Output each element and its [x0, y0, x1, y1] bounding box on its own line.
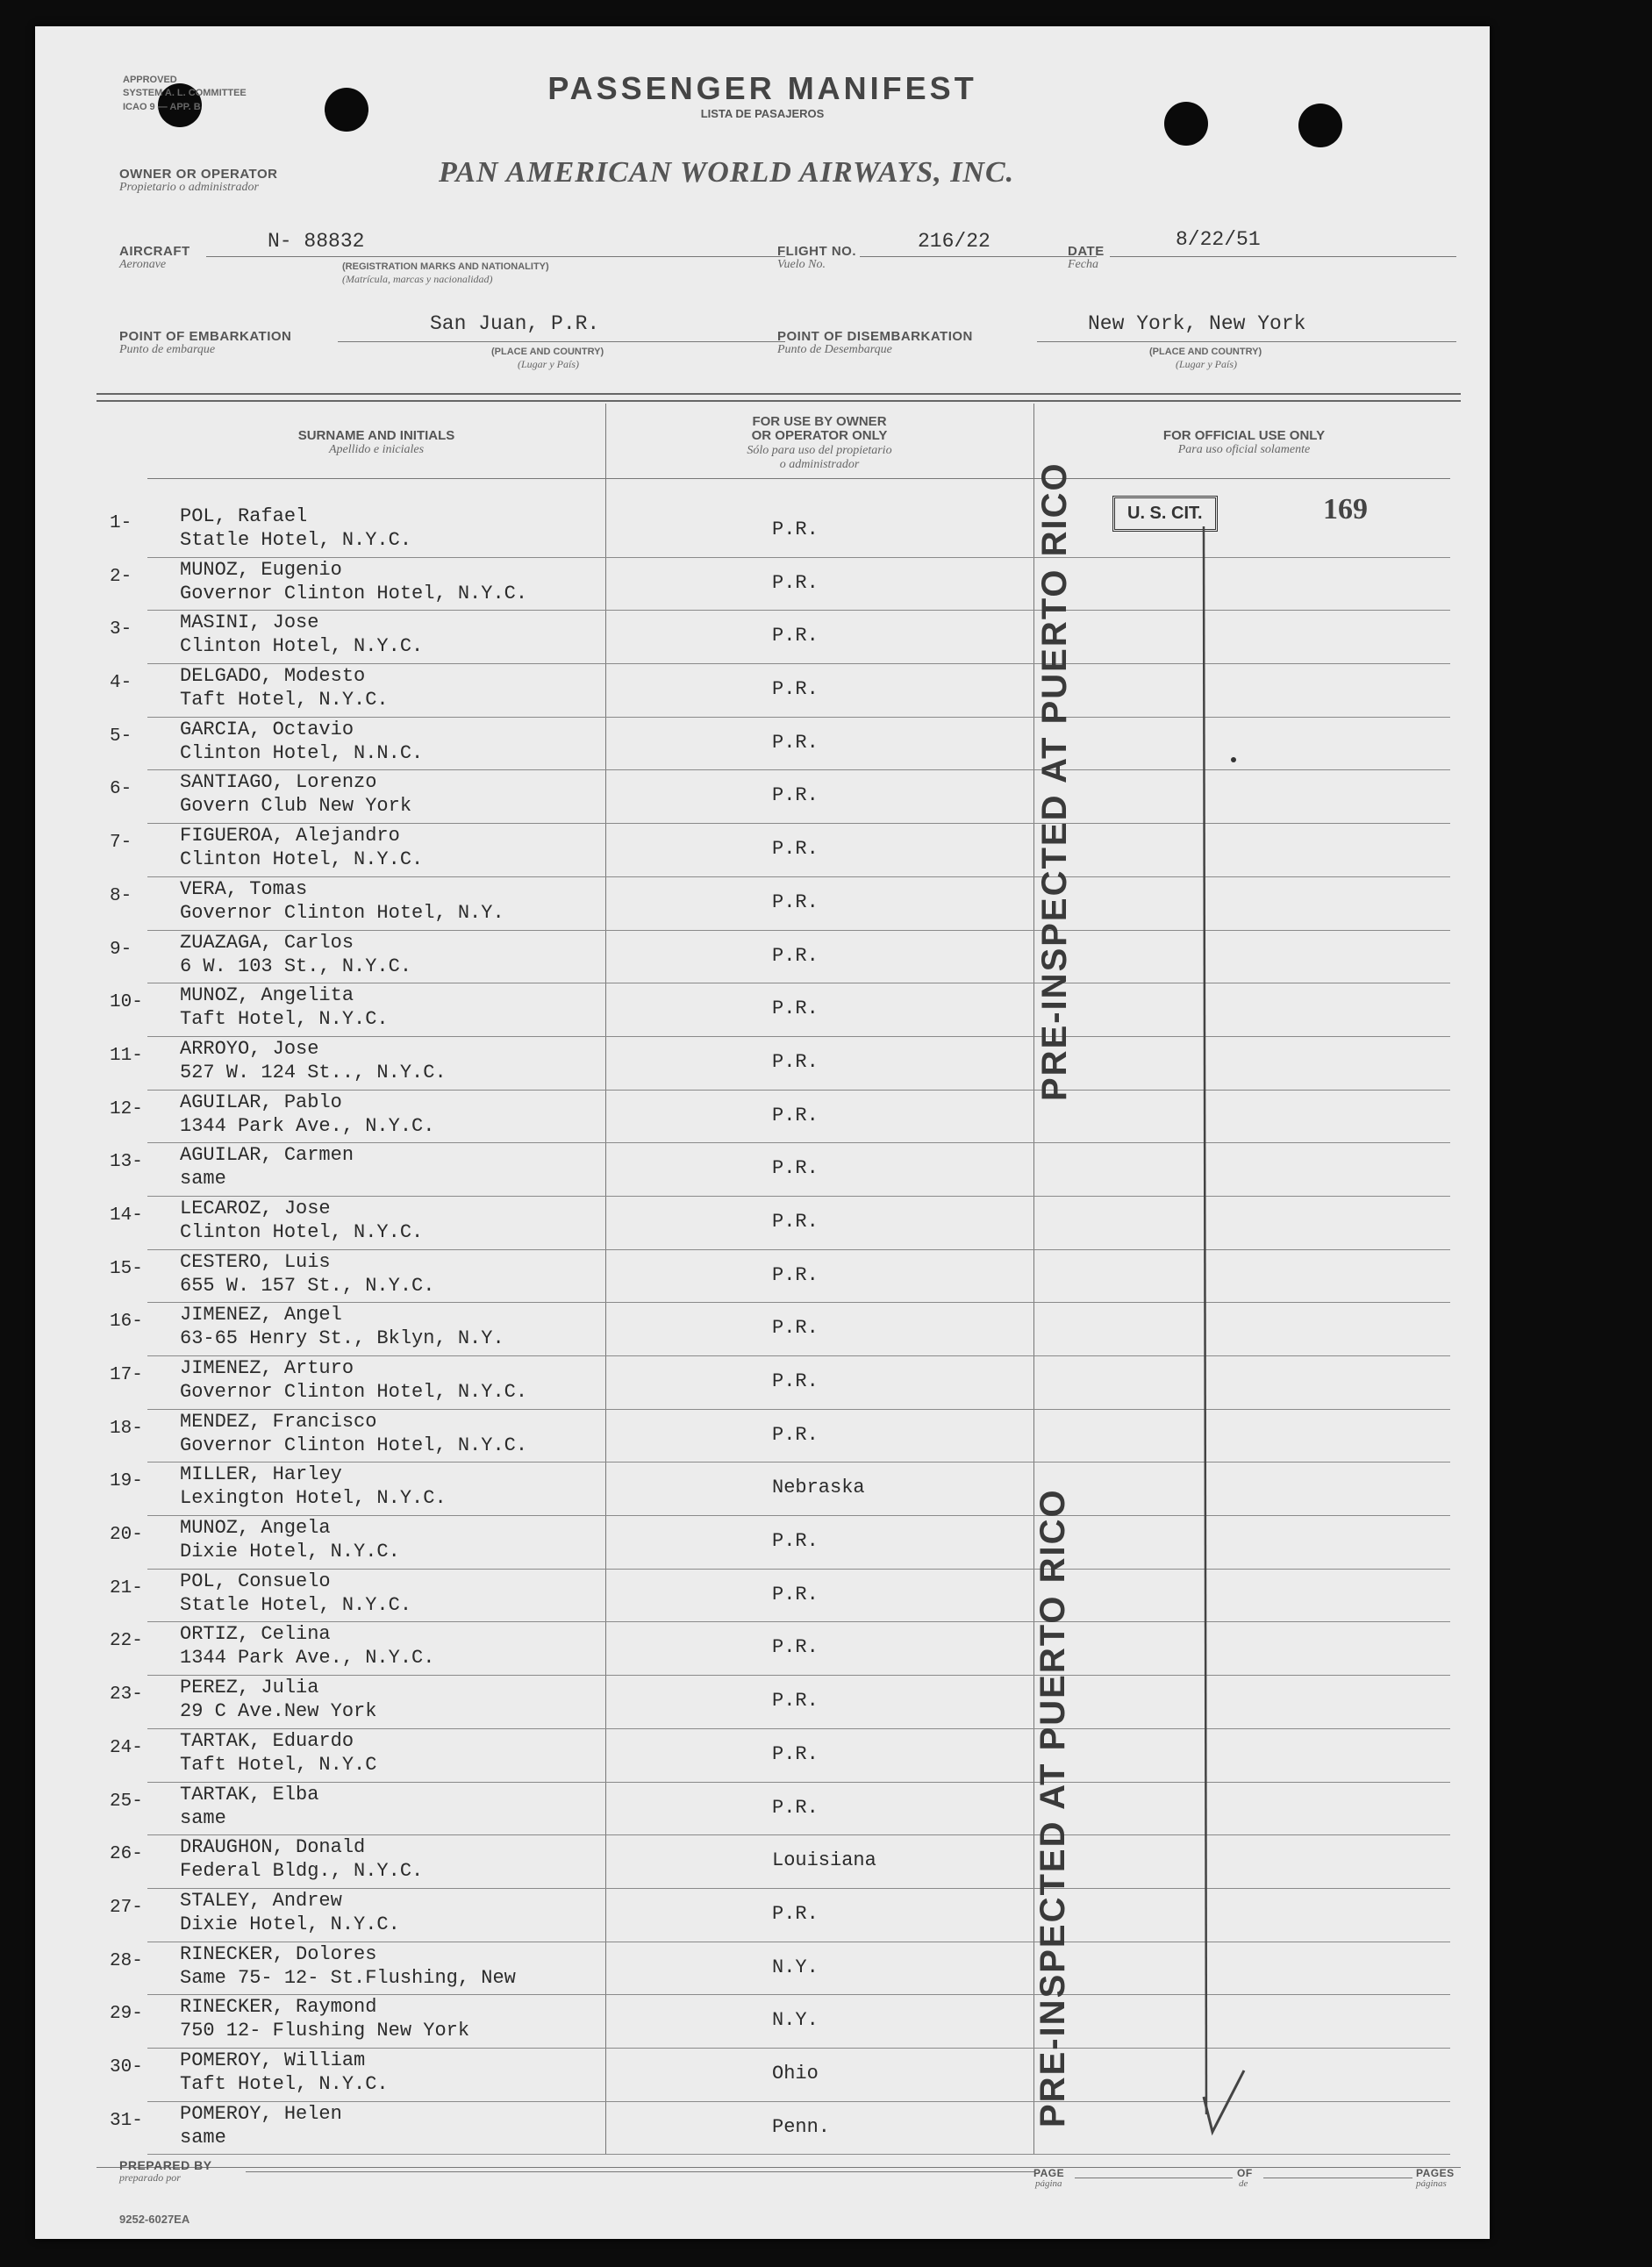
passenger-number: 9-	[110, 939, 132, 960]
citizenship-stamp-text: U. S. CIT.	[1127, 504, 1203, 523]
passenger-row	[35, 1729, 1490, 1783]
passenger-status: P.R.	[772, 571, 819, 594]
date-label: DATE	[1068, 244, 1105, 259]
passenger-row	[35, 877, 1490, 931]
passenger-row	[35, 1835, 1490, 1889]
passenger-row	[35, 2102, 1490, 2156]
passenger-number: 5-	[110, 726, 132, 747]
passenger-address: 29 C Ave.New York	[180, 1700, 377, 1723]
passenger-address: Dixie Hotel, N.Y.C.	[180, 1541, 400, 1563]
passenger-name: DRAUGHON, Donald	[180, 1836, 366, 1859]
passenger-status: P.R.	[772, 1530, 819, 1553]
passenger-row	[35, 1676, 1490, 1729]
passenger-list	[35, 504, 1490, 2155]
passenger-status: P.R.	[772, 1050, 819, 1073]
passenger-row	[35, 1303, 1490, 1356]
passenger-name: POMEROY, Helen	[180, 2102, 342, 2125]
passenger-name: TARTAK, Eduardo	[180, 1729, 354, 1752]
passenger-address: Taft Hotel, N.Y.C	[180, 1753, 377, 1776]
tally-line-icon	[1158, 526, 1263, 2158]
passenger-name: DELGADO, Modesto	[180, 665, 366, 688]
passenger-name: POL, Rafael	[180, 505, 308, 527]
passenger-number: 7-	[110, 833, 132, 854]
passenger-name: CESTERO, Luis	[180, 1250, 331, 1273]
passenger-name: TARTAK, Elba	[180, 1783, 319, 1806]
passenger-row	[35, 1462, 1490, 1516]
passenger-row	[35, 770, 1490, 824]
passenger-address: Same 75- 12- St.Flushing, New	[180, 1966, 516, 1989]
passenger-number: 1-	[110, 513, 132, 533]
passenger-address: 527 W. 124 St.., N.Y.C.	[180, 1061, 447, 1083]
passenger-row	[35, 1197, 1490, 1250]
place-note: (PLACE AND COUNTRY)	[491, 347, 604, 357]
column-header-owner-use-es: Sólo para uso del propietario	[747, 444, 892, 457]
passenger-number: 2-	[110, 566, 132, 587]
passenger-address: 750 12- Flushing New York	[180, 2020, 470, 2042]
column-header-official: FOR OFFICIAL USE ONLY	[1162, 428, 1326, 443]
passenger-status: P.R.	[772, 731, 819, 754]
passenger-status: P.R.	[772, 518, 819, 540]
passenger-status: P.R.	[772, 1263, 819, 1286]
passenger-address: 1344 Park Ave., N.Y.C.	[180, 1647, 435, 1670]
passenger-status: Louisiana	[772, 1849, 876, 1872]
passenger-row	[35, 1356, 1490, 1410]
passenger-name: POL, Consuelo	[180, 1570, 331, 1592]
flight-value: 216/22	[918, 230, 990, 253]
embarkation-label-es: Punto de embarque	[119, 343, 216, 356]
passenger-address: Govern Club New York	[180, 795, 412, 818]
passenger-number: 11-	[110, 1045, 143, 1066]
passenger-number: 17-	[110, 1365, 143, 1385]
passenger-status: P.R.	[772, 890, 819, 913]
passenger-number: 8-	[110, 885, 132, 906]
citizen-count: 169	[1323, 493, 1368, 526]
passenger-name: AGUILAR, Carmen	[180, 1144, 354, 1167]
passenger-number: 13-	[110, 1152, 143, 1173]
passenger-status: P.R.	[772, 1157, 819, 1180]
of-label-es: de	[1239, 2178, 1248, 2189]
place-note-es: (Lugar y País)	[1176, 358, 1237, 370]
passenger-status: Ohio	[772, 2062, 819, 2085]
passenger-status: P.R.	[772, 838, 819, 861]
passenger-name: MENDEZ, Francisco	[180, 1410, 377, 1433]
passenger-number: 6-	[110, 779, 132, 800]
passenger-number: 22-	[110, 1631, 143, 1652]
registration-note-es: (Matrícula, marcas y nacionalidad)	[342, 273, 493, 285]
passenger-address: Clinton Hotel, N.Y.C.	[180, 848, 424, 871]
passenger-row	[35, 504, 1490, 558]
passenger-name: PEREZ, Julia	[180, 1677, 319, 1699]
date-label-es: Fecha	[1068, 258, 1098, 271]
column-header-surname: SURNAME AND INITIALS	[297, 428, 455, 443]
passenger-row	[35, 1516, 1490, 1570]
column-header-owner-use: OR OPERATOR ONLY	[751, 428, 888, 443]
passenger-row	[35, 1091, 1490, 1144]
passenger-status: P.R.	[772, 1104, 819, 1126]
date-value: 8/22/51	[1176, 228, 1261, 251]
passenger-number: 19-	[110, 1471, 143, 1492]
passenger-number: 26-	[110, 1844, 143, 1865]
passenger-name: ZUAZAGA, Carlos	[180, 931, 354, 954]
passenger-number: 16-	[110, 1312, 143, 1333]
passenger-address: Taft Hotel, N.Y.C.	[180, 689, 389, 712]
passenger-status: P.R.	[772, 1210, 819, 1233]
passenger-status: P.R.	[772, 1690, 819, 1713]
passenger-address: 655 W. 157 St., N.Y.C.	[180, 1274, 435, 1297]
place-note: (PLACE AND COUNTRY)	[1149, 347, 1262, 357]
passenger-row	[35, 611, 1490, 664]
column-header-owner-use-es: o administrador	[779, 458, 860, 471]
passenger-number: 25-	[110, 1791, 143, 1812]
approval-line: APPROVED	[123, 75, 177, 85]
passenger-number: 21-	[110, 1577, 143, 1598]
pages-label-es: páginas	[1416, 2178, 1447, 2189]
passenger-name: JIMENEZ, Arturo	[180, 1357, 354, 1379]
passenger-number: 28-	[110, 1950, 143, 1971]
embarkation-label: POINT OF EMBARKATION	[119, 329, 292, 344]
form-number: 9252-6027EA	[119, 2213, 190, 2226]
passenger-number: 23-	[110, 1684, 143, 1706]
passenger-name: VERA, Tomas	[180, 877, 308, 900]
passenger-number: 20-	[110, 1525, 143, 1546]
passenger-status: P.R.	[772, 1317, 819, 1340]
passenger-name: ARROYO, Jose	[180, 1037, 319, 1060]
embarkation-value: San Juan, P.R.	[430, 312, 600, 335]
owner-label-es: Propietario o administrador	[119, 181, 259, 194]
passenger-number: 27-	[110, 1897, 143, 1918]
passenger-name: LECAROZ, Jose	[180, 1197, 331, 1219]
passenger-address: same	[180, 2126, 226, 2149]
passenger-address: same	[180, 1168, 226, 1191]
aircraft-label-es: Aeronave	[119, 258, 167, 271]
passenger-address: Clinton Hotel, N.N.C.	[180, 741, 424, 764]
passenger-name: JIMENEZ, Angel	[180, 1304, 342, 1327]
passenger-name: MILLER, Harley	[180, 1463, 342, 1486]
passenger-name: AGUILAR, Pablo	[180, 1091, 342, 1113]
page-label: PAGE	[1033, 2167, 1065, 2179]
pre-inspected-stamp: PRE-INSPECTED AT PUERTO RICO	[1033, 1488, 1072, 2128]
passenger-status: N.Y.	[772, 2009, 819, 2032]
passenger-address: 63-65 Henry St., Bklyn, N.Y.	[180, 1327, 504, 1350]
passenger-address: Governor Clinton Hotel, N.Y.C.	[180, 1434, 528, 1456]
passenger-number: 10-	[110, 992, 143, 1013]
passenger-row	[35, 2049, 1490, 2102]
aircraft-value: N- 88832	[268, 230, 365, 253]
passenger-row	[35, 558, 1490, 611]
passenger-status: P.R.	[772, 1742, 819, 1765]
passenger-status: P.R.	[772, 678, 819, 701]
passenger-status: P.R.	[772, 1583, 819, 1605]
passenger-number: 4-	[110, 673, 132, 694]
passenger-number: 15-	[110, 1258, 143, 1279]
pre-inspected-stamp: PRE-INSPECTED AT PUERTO RICO	[1035, 461, 1074, 1101]
passenger-address: Dixie Hotel, N.Y.C.	[180, 1913, 400, 1935]
pages-label: PAGES	[1416, 2167, 1455, 2179]
passenger-row	[35, 1995, 1490, 2049]
passenger-row	[35, 983, 1490, 1037]
flight-label-es: Vuelo No.	[777, 258, 826, 271]
passenger-row	[35, 1889, 1490, 1942]
passenger-address: 6 W. 103 St., N.Y.C.	[180, 955, 412, 977]
passenger-status: P.R.	[772, 1636, 819, 1659]
page-title-es: LISTA DE PASAJEROS	[700, 107, 825, 120]
place-note-es: (Lugar y País)	[518, 358, 579, 370]
passenger-row	[35, 1143, 1490, 1197]
passenger-status: P.R.	[772, 1796, 819, 1819]
passenger-name: RINECKER, Dolores	[180, 1942, 377, 1965]
passenger-name: SANTIAGO, Lorenzo	[180, 771, 377, 794]
owner-label: OWNER OR OPERATOR	[119, 167, 278, 182]
passenger-status: P.R.	[772, 1370, 819, 1392]
passenger-number: 30-	[110, 2056, 143, 2077]
page-label-es: página	[1035, 2178, 1062, 2189]
prepared-by-label: PREPARED BY	[119, 2158, 212, 2172]
passenger-address: 1344 Park Ave., N.Y.C.	[180, 1114, 435, 1137]
passenger-status: P.R.	[772, 784, 819, 807]
passenger-address: Taft Hotel, N.Y.C.	[180, 1008, 389, 1031]
passenger-address: Taft Hotel, N.Y.C.	[180, 2072, 389, 2095]
passenger-name: MUNOZ, Angelita	[180, 984, 354, 1007]
approval-line: SYSTEM A. L. COMMITTEE	[123, 88, 247, 98]
passenger-name: RINECKER, Raymond	[180, 1996, 377, 2019]
flight-label: FLIGHT NO.	[777, 244, 856, 259]
registration-note: (REGISTRATION MARKS AND NATIONALITY)	[342, 261, 549, 272]
passenger-name: MUNOZ, Eugenio	[180, 558, 342, 581]
passenger-status: N.Y.	[772, 1956, 819, 1978]
passenger-row	[35, 1037, 1490, 1091]
passenger-status: P.R.	[772, 1423, 819, 1446]
passenger-row	[35, 1622, 1490, 1676]
passenger-row	[35, 931, 1490, 984]
approval-line: ICAO 9 — APP. B	[123, 102, 201, 112]
passenger-status: Nebraska	[772, 1477, 865, 1499]
passenger-name: MUNOZ, Angela	[180, 1517, 331, 1540]
prepared-by-label-es: preparado por	[119, 2171, 181, 2184]
of-label: OF	[1237, 2167, 1253, 2179]
passenger-row	[35, 1783, 1490, 1836]
passenger-row	[35, 824, 1490, 877]
passenger-name: POMEROY, William	[180, 2049, 366, 2071]
passenger-name: FIGUEROA, Alejandro	[180, 825, 400, 847]
manifest-sheet	[35, 26, 1490, 2239]
passenger-row	[35, 1410, 1490, 1463]
passenger-address: Clinton Hotel, N.Y.C.	[180, 635, 424, 658]
passenger-number: 29-	[110, 2004, 143, 2025]
passenger-number: 18-	[110, 1418, 143, 1439]
passenger-row	[35, 1570, 1490, 1623]
passenger-row	[35, 1250, 1490, 1304]
passenger-name: GARCIA, Octavio	[180, 718, 354, 740]
passenger-number: 14-	[110, 1205, 143, 1226]
page-title: PASSENGER MANIFEST	[547, 70, 977, 106]
passenger-address: Clinton Hotel, N.Y.C.	[180, 1220, 424, 1243]
passenger-address: Statle Hotel, N.Y.C.	[180, 1593, 412, 1616]
passenger-status: P.R.	[772, 625, 819, 647]
passenger-row	[35, 664, 1490, 718]
passenger-name: STALEY, Andrew	[180, 1889, 342, 1912]
passenger-name: ORTIZ, Celina	[180, 1623, 331, 1646]
passenger-address: Lexington Hotel, N.Y.C.	[180, 1487, 447, 1510]
column-header-surname-es: Apellido e iniciales	[328, 443, 425, 456]
passenger-status: P.R.	[772, 1902, 819, 1925]
passenger-number: 12-	[110, 1098, 143, 1119]
passenger-address: Governor Clinton Hotel, N.Y.C.	[180, 582, 528, 604]
disembarkation-label-es: Punto de Desembarque	[777, 343, 892, 356]
passenger-status: Penn.	[772, 2115, 831, 2138]
passenger-number: 24-	[110, 1737, 143, 1758]
disembarkation-value: New York, New York	[1088, 312, 1306, 335]
operator-name: PAN AMERICAN WORLD AIRWAYS, INC.	[439, 156, 1015, 189]
aircraft-label: AIRCRAFT	[119, 244, 190, 259]
passenger-address: Federal Bldg., N.Y.C.	[180, 1860, 424, 1883]
passenger-address: Governor Clinton Hotel, N.Y.	[180, 901, 504, 924]
passenger-address: Statle Hotel, N.Y.C.	[180, 529, 412, 551]
passenger-number: 31-	[110, 2110, 143, 2131]
disembarkation-label: POINT OF DISEMBARKATION	[777, 329, 973, 344]
passenger-name: MASINI, Jose	[180, 611, 319, 634]
passenger-number: 3-	[110, 619, 132, 640]
column-header-owner-use: FOR USE BY OWNER	[752, 414, 887, 429]
column-header-official-es: Para uso oficial solamente	[1177, 443, 1311, 456]
passenger-address: same	[180, 1806, 226, 1829]
passenger-address: Governor Clinton Hotel, N.Y.C.	[180, 1381, 528, 1403]
passenger-status: P.R.	[772, 998, 819, 1020]
passenger-status: P.R.	[772, 944, 819, 967]
passenger-row	[35, 1942, 1490, 1996]
passenger-row	[35, 718, 1490, 771]
